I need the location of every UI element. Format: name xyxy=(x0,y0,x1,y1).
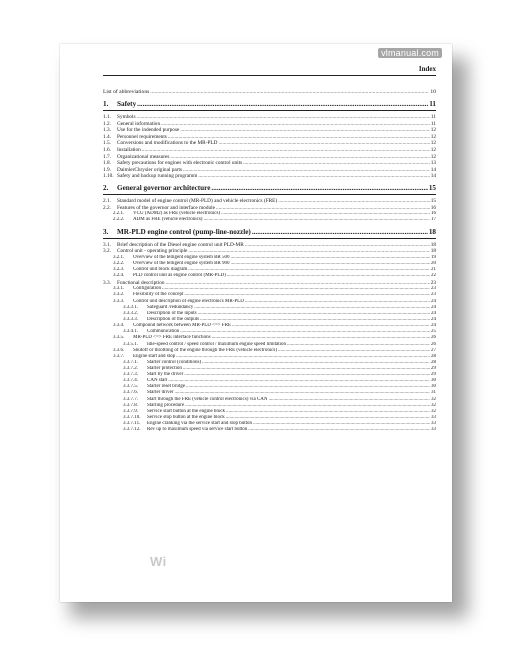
toc-entry[interactable] xyxy=(103,154,436,161)
toc-page: 32 xyxy=(431,396,436,402)
toc-label: Safeguard /redundancy xyxy=(147,304,194,310)
toc-number: 3.3.6. xyxy=(113,347,125,353)
toc-number: 3.3.7. xyxy=(113,353,125,359)
toc-page: 12 xyxy=(430,127,436,134)
toc-entry[interactable] xyxy=(103,205,436,212)
toc-label: Service stop button at the engine block xyxy=(147,414,225,420)
toc-page: 28 xyxy=(431,360,436,366)
toc-entry[interactable] xyxy=(103,160,436,167)
toc-page: 29 xyxy=(431,372,436,378)
toc-label: Flexibility of the concept xyxy=(133,292,184,298)
toc-number: 3.3.5. xyxy=(113,335,125,341)
toc-number: 3.3. xyxy=(103,279,111,286)
toc-page: 10 xyxy=(430,89,436,95)
toc-label: MR-PLD <=> FRE interface functions xyxy=(133,335,211,341)
toc-page: 12 xyxy=(430,140,436,147)
toc-label: Control unit block diagram xyxy=(133,267,188,273)
toc-number: 1.7. xyxy=(103,153,111,160)
toc-label: Description of the outputs xyxy=(147,316,200,322)
toc-number: 3.2.4. xyxy=(113,273,125,279)
toc-entry[interactable] xyxy=(103,147,436,154)
toc-label: Functional description xyxy=(117,279,165,286)
toc-entry[interactable] xyxy=(103,427,436,433)
toc-label: Overview of the telligent engine system BR 900 xyxy=(133,260,230,266)
toc-page: 26 xyxy=(431,335,436,341)
toc-page: 14 xyxy=(430,173,436,180)
toc-label: Compound network between MR-PLD <=> FRE xyxy=(133,323,232,329)
toc-number: 3.3.7.3. xyxy=(123,372,138,378)
toc-label: PLD control unit as engine control (MR-PLD) xyxy=(133,273,226,279)
toc-page: 33 xyxy=(431,414,436,420)
toc-page: 33 xyxy=(431,427,436,433)
page-header: Index xyxy=(103,65,436,76)
toc-number: 3.3.4.1. xyxy=(123,329,138,335)
toc-entry[interactable] xyxy=(103,167,436,174)
toc-entry[interactable] xyxy=(103,228,436,239)
watermark-label: vlmanual.com xyxy=(378,48,442,58)
toc-number: 1.10. xyxy=(103,173,114,180)
toc-label: Description of the inputs xyxy=(147,310,197,316)
toc-label: Starter protection xyxy=(147,366,182,372)
toc-number: 1.5. xyxy=(103,140,111,147)
toc-label: CAN start xyxy=(147,378,168,384)
toc-page: 19 xyxy=(431,254,436,260)
toc-entry[interactable] xyxy=(103,127,436,134)
toc-entry[interactable] xyxy=(103,173,436,180)
toc-label: DaimlerChrysler original parts xyxy=(117,166,183,173)
toc-number: 3. xyxy=(103,227,109,236)
toc-label: Conversions and modifications to the MR-PLD xyxy=(117,140,218,147)
toc-number: 3.2. xyxy=(103,248,111,255)
toc-page: 16 xyxy=(431,211,436,217)
toc-number: 3.3.7.1. xyxy=(123,360,138,366)
toc-entry[interactable] xyxy=(103,114,436,121)
toc-label: Communication xyxy=(147,329,180,335)
toc-page: 14 xyxy=(430,166,436,173)
toc-number: 1.6. xyxy=(103,146,111,153)
toc-page: 22 xyxy=(431,273,436,279)
toc-number: 1. xyxy=(103,100,109,108)
toc-page: 24 xyxy=(431,298,436,304)
toc-label: Engine start and stop xyxy=(133,353,176,359)
toc-entry[interactable] xyxy=(103,140,436,147)
toc-number: 3.1. xyxy=(103,241,111,248)
toc-entry[interactable] xyxy=(103,217,436,223)
toc-number: 3.2.3. xyxy=(113,267,125,273)
toc-label: General governor architecture xyxy=(117,183,211,192)
toc-label: Features of the governor and interface module xyxy=(117,204,215,211)
toc-page: 18 xyxy=(430,248,436,255)
toc-number: 3.3.7.7. xyxy=(123,396,138,402)
toc-number: 3.3.2. xyxy=(113,292,125,298)
toc-page: 12 xyxy=(430,153,436,160)
toc-number: 3.3.1. xyxy=(113,286,125,292)
toc-page: 24 xyxy=(431,310,436,316)
toc-label: Safety precautions for engines with electronic control units xyxy=(117,160,243,167)
toc-entry[interactable] xyxy=(103,248,436,255)
toc-page: 24 xyxy=(431,316,436,322)
toc-page: 20 xyxy=(431,260,436,266)
toc-number: 3.3.3.1. xyxy=(123,304,138,310)
toc-number: 3.2.2. xyxy=(113,260,125,266)
toc-label: Safety xyxy=(117,100,137,108)
toc-entry[interactable] xyxy=(103,121,436,128)
toc-entry-abbreviations[interactable] xyxy=(103,89,436,96)
toc-label: Control unit description of engine electronics MR-PLD xyxy=(133,298,244,304)
toc-number: 3.3.5.1. xyxy=(123,341,138,347)
toc-page: 12 xyxy=(430,133,436,140)
toc-number: 3.3.7.2. xyxy=(123,366,138,372)
toc-page: 13 xyxy=(430,160,436,167)
toc-page: 15 xyxy=(430,197,436,204)
toc-number: 3.3.7.8. xyxy=(123,402,138,408)
toc-number: 3.3.7.10. xyxy=(123,414,141,420)
toc-label: Overview of the telligent engine system BR 500 xyxy=(133,254,230,260)
toc-page: 29 xyxy=(431,366,436,372)
toc-list xyxy=(103,100,436,433)
toc-page: 24 xyxy=(431,323,436,329)
toc-page: 23 xyxy=(430,279,436,286)
table-of-contents xyxy=(103,89,436,433)
toc-number: 2.1. xyxy=(103,197,111,204)
toc-page: 25 xyxy=(431,329,436,335)
toc-number: 3.3.7.11. xyxy=(123,420,141,426)
toc-page: 33 xyxy=(431,420,436,426)
toc-page: 30 xyxy=(431,378,436,384)
toc-number: 1.4. xyxy=(103,133,111,140)
toc-number: 3.3.3.2. xyxy=(123,310,138,316)
toc-number: 1.3. xyxy=(103,127,111,134)
toc-label: General information xyxy=(117,120,161,127)
toc-page: 11 xyxy=(430,120,436,127)
toc-page: 23 xyxy=(431,292,436,298)
toc-entry[interactable] xyxy=(103,100,436,111)
toc-entry[interactable] xyxy=(103,134,436,141)
toc-page: 31 xyxy=(431,390,436,396)
toc-page: 32 xyxy=(431,402,436,408)
toc-page: 30 xyxy=(431,384,436,390)
toc-entry[interactable] xyxy=(103,280,436,287)
toc-number: 3.3.7.5. xyxy=(123,384,138,390)
toc-page: 28 xyxy=(431,353,436,359)
watermark-logo: Wi xyxy=(150,554,167,569)
toc-number: 3.3.4. xyxy=(113,323,125,329)
toc-label: ADM as FRE (vehicle electronics) xyxy=(133,217,203,223)
toc-label: Starting procedure xyxy=(147,402,185,408)
toc-page: 32 xyxy=(431,408,436,414)
toc-number: 2.2.1. xyxy=(113,211,125,217)
toc-label: MR-PLD engine control (pump-line-nozzle) xyxy=(117,227,251,236)
toc-entry[interactable] xyxy=(103,198,436,205)
toc-label: Shutoff or throttling of the engine through the FRE (vehicle electronics) xyxy=(133,347,278,353)
toc-label: Personnel requirements xyxy=(117,133,167,140)
toc-page: 21 xyxy=(431,267,436,273)
toc-page: 16 xyxy=(430,204,436,211)
toc-label: List of abbreviations xyxy=(103,89,150,95)
toc-label: Installation xyxy=(117,146,141,153)
toc-label: VCU (ADM2) as FRE (vehicle electronics) xyxy=(133,211,221,217)
document-page xyxy=(60,44,452,602)
toc-label: Service start button at the engine block xyxy=(147,408,226,414)
toc-label: Idle-speed control / speed control / maximum engine speed limitation xyxy=(147,341,286,347)
toc-number: 1.9. xyxy=(103,166,111,173)
toc-page: 11 xyxy=(430,114,436,120)
toc-page: 17 xyxy=(431,217,436,223)
toc-number: 3.3.7.4. xyxy=(123,378,138,384)
toc-entry[interactable] xyxy=(103,184,436,195)
toc-page: 11 xyxy=(429,100,436,108)
toc-number: 3.2.1. xyxy=(113,254,125,260)
toc-page: 15 xyxy=(428,183,436,192)
toc-number: 3.3.3.3. xyxy=(123,316,138,322)
toc-label: Symbols xyxy=(117,114,136,120)
toc-label: Rev up to maximum speed via service start button xyxy=(147,427,248,433)
toc-number: 1.8. xyxy=(103,160,111,167)
toc-number: 2.2. xyxy=(103,204,111,211)
toc-number: 3.3.3. xyxy=(113,298,125,304)
toc-label: Brief description of the Diesel engine control unit PLD-MR xyxy=(117,241,244,248)
toc-number: 3.3.7.6. xyxy=(123,390,138,396)
toc-label: Start through the FRE (vehicle control electronics) via CAN xyxy=(147,396,268,402)
toc-number: 1.2. xyxy=(103,120,111,127)
toc-page: 18 xyxy=(428,227,436,236)
toc-page: 26 xyxy=(431,341,436,347)
toc-label: Engine cranking via the service start and stop button xyxy=(147,420,252,426)
toc-entry[interactable] xyxy=(103,242,436,249)
toc-label: Starter control (conditions) xyxy=(147,360,202,366)
toc-label: Safety and backup running programm xyxy=(117,173,198,180)
toc-number: 3.3.7.12. xyxy=(123,427,141,433)
toc-number: 2.2.2. xyxy=(113,217,125,223)
toc-label: Standard model of engine control (MR-PLD) and vehicle electronics (FRE) xyxy=(117,197,278,204)
toc-page: 18 xyxy=(430,241,436,248)
toc-label: Configuration xyxy=(133,286,162,292)
toc-label: Starter driver xyxy=(147,390,174,396)
toc-label: Start by the driver xyxy=(147,372,184,378)
toc-label: Starter reset bridge xyxy=(147,384,186,390)
toc-number: 1.1. xyxy=(103,114,111,120)
toc-label: Control unit - operating principle xyxy=(117,248,188,255)
toc-page: 12 xyxy=(430,146,436,153)
toc-page: 24 xyxy=(431,304,436,310)
toc-number: 3.3.7.9. xyxy=(123,408,138,414)
toc-label: Organizational measures xyxy=(117,153,170,160)
toc-page: 27 xyxy=(431,347,436,353)
toc-number: 2. xyxy=(103,183,109,192)
toc-label: Use for the indended purpose xyxy=(117,127,180,134)
toc-page: 23 xyxy=(431,286,436,292)
